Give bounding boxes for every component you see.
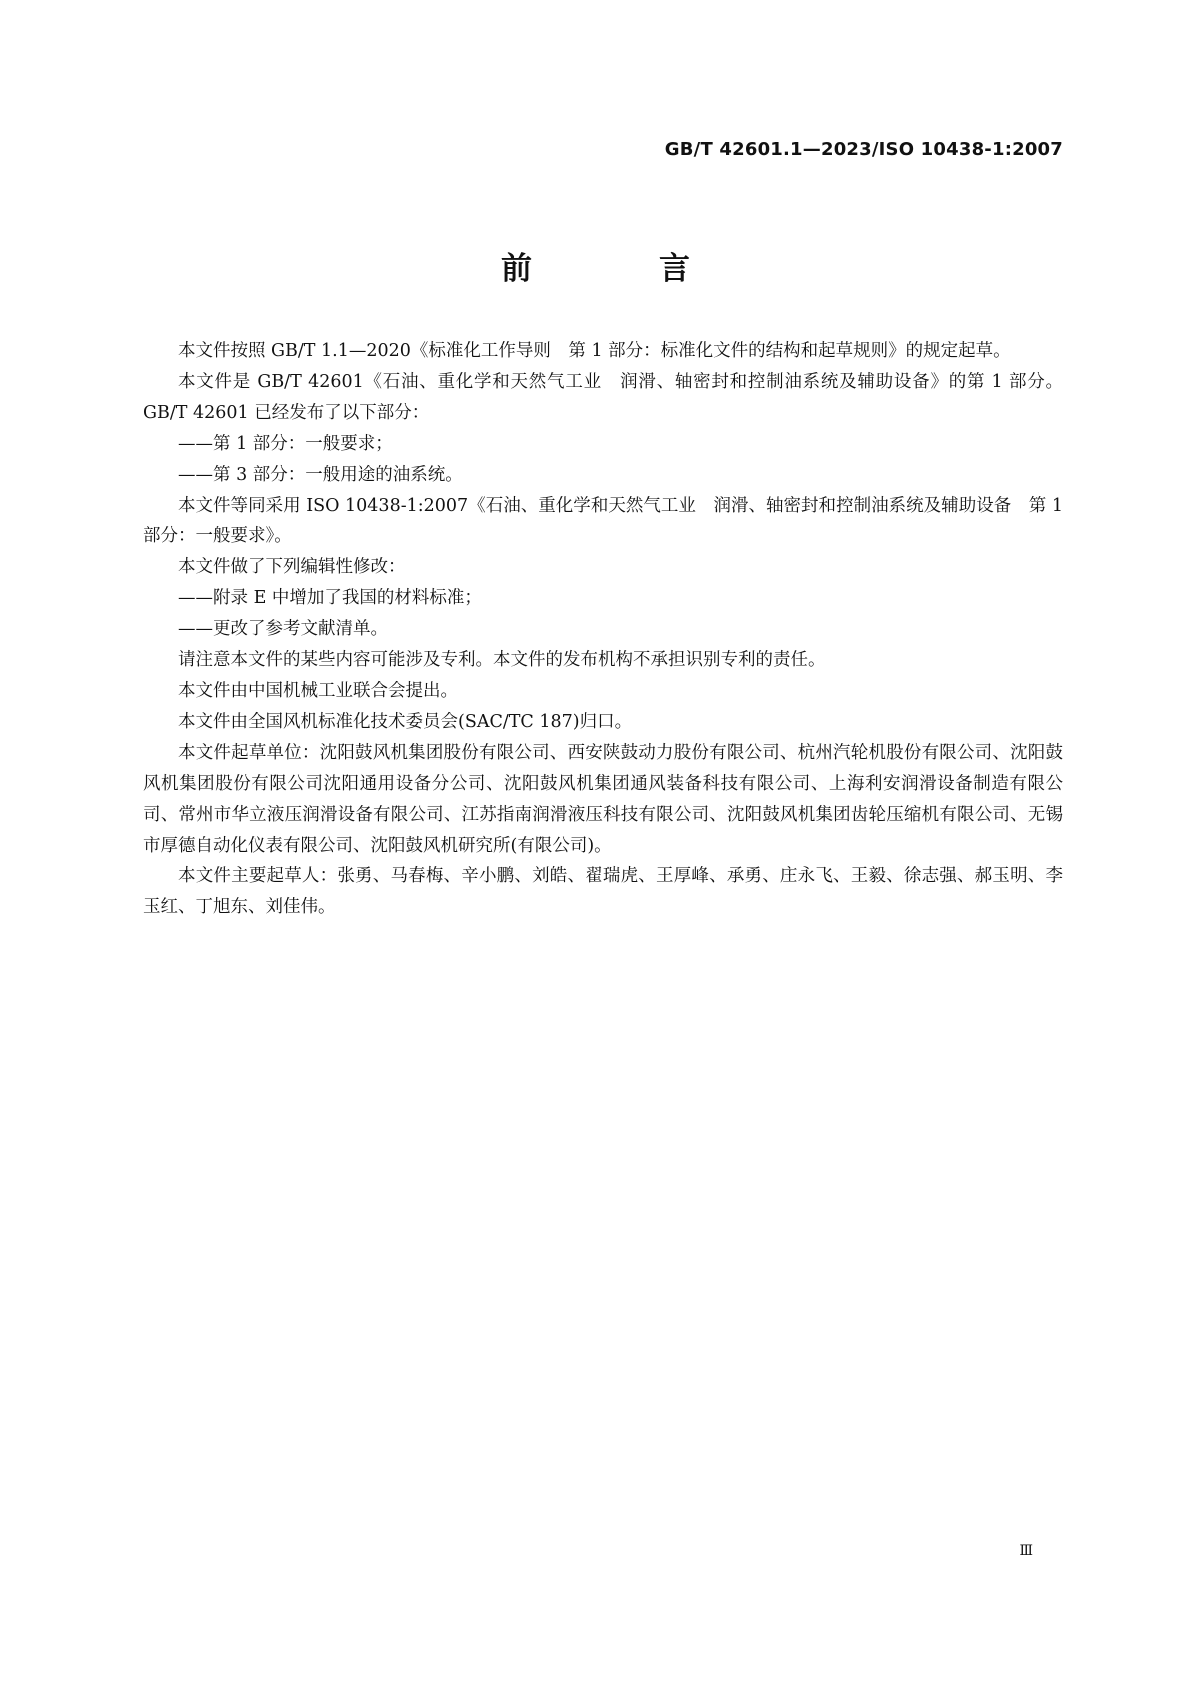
paragraph-main-drafters: 本文件主要起草人：张勇、马春梅、辛小鹏、刘皓、翟瑞虎、王厚峰、承勇、庄永飞、王毅、徐志强、郝玉明、李玉红、丁旭东、刘佳伟。 xyxy=(143,866,1063,918)
list-item-annex-e: ——附录 E 中增加了我国的材料标准； xyxy=(178,588,482,609)
paragraph-series-part: 本文件是 GB/T 42601《石油、重化学和天然气工业 润滑、轴密封和控制油系统及辅助设备》的第 1 部分。GB/T 42601 已经发布了以下部分： xyxy=(143,371,1063,423)
standard-code: GB/T 42601.1—2023/ISO 10438-1:2007 xyxy=(664,139,1063,160)
page-number: Ⅲ xyxy=(1019,1543,1033,1559)
paragraph-drafting-organizations: 本文件起草单位：沈阳鼓风机集团股份有限公司、西安陕鼓动力股份有限公司、杭州汽轮机股份有限公司、沈阳鼓风机集团股份有限公司沈阳通用设备分公司、沈阳鼓风机集团通风装备科技有限公司、上海利安润滑设备制造有限公司、常州市华立液压润滑设备有限公司、江苏指南润滑液压科技有限公司、沈阳鼓风机集团齿轮压缩机有限公司、无锡市厚德自动化仪表有限公司、沈阳鼓风机研究所(有限公司)。 xyxy=(143,742,1063,856)
list-item-bibliography: ——更改了参考文献清单。 xyxy=(178,619,388,640)
paragraph-technical-committee: 本文件由全国风机标准化技术委员会(SAC/TC 187)归口。 xyxy=(178,711,633,732)
preface-body xyxy=(143,336,1069,923)
list-item-part-1: ——第 1 部分：一般要求； xyxy=(178,433,393,454)
list-item-part-3: ——第 3 部分：一般用途的油系统。 xyxy=(178,464,463,485)
paragraph-proposer: 本文件由中国机械工业联合会提出。 xyxy=(178,680,458,701)
page-title: 前 言 xyxy=(501,251,738,287)
paragraph-patent-notice: 请注意本文件的某些内容可能涉及专利。本文件的发布机构不承担识别专利的责任。 xyxy=(178,650,826,671)
paragraph-adoption: 本文件等同采用 ISO 10438-1:2007《石油、重化学和天然气工业 润滑、轴密封和控制油系统及辅助设备 第 1 部分：一般要求》。 xyxy=(143,495,1069,547)
paragraph-drafting-basis: 本文件按照 GB/T 1.1—2020《标准化工作导则 第 1 部分：标准化文件的结构和起草规则》的规定起草。 xyxy=(178,341,1011,361)
paragraph-editorial-changes: 本文件做了下列编辑性修改： xyxy=(178,557,406,578)
